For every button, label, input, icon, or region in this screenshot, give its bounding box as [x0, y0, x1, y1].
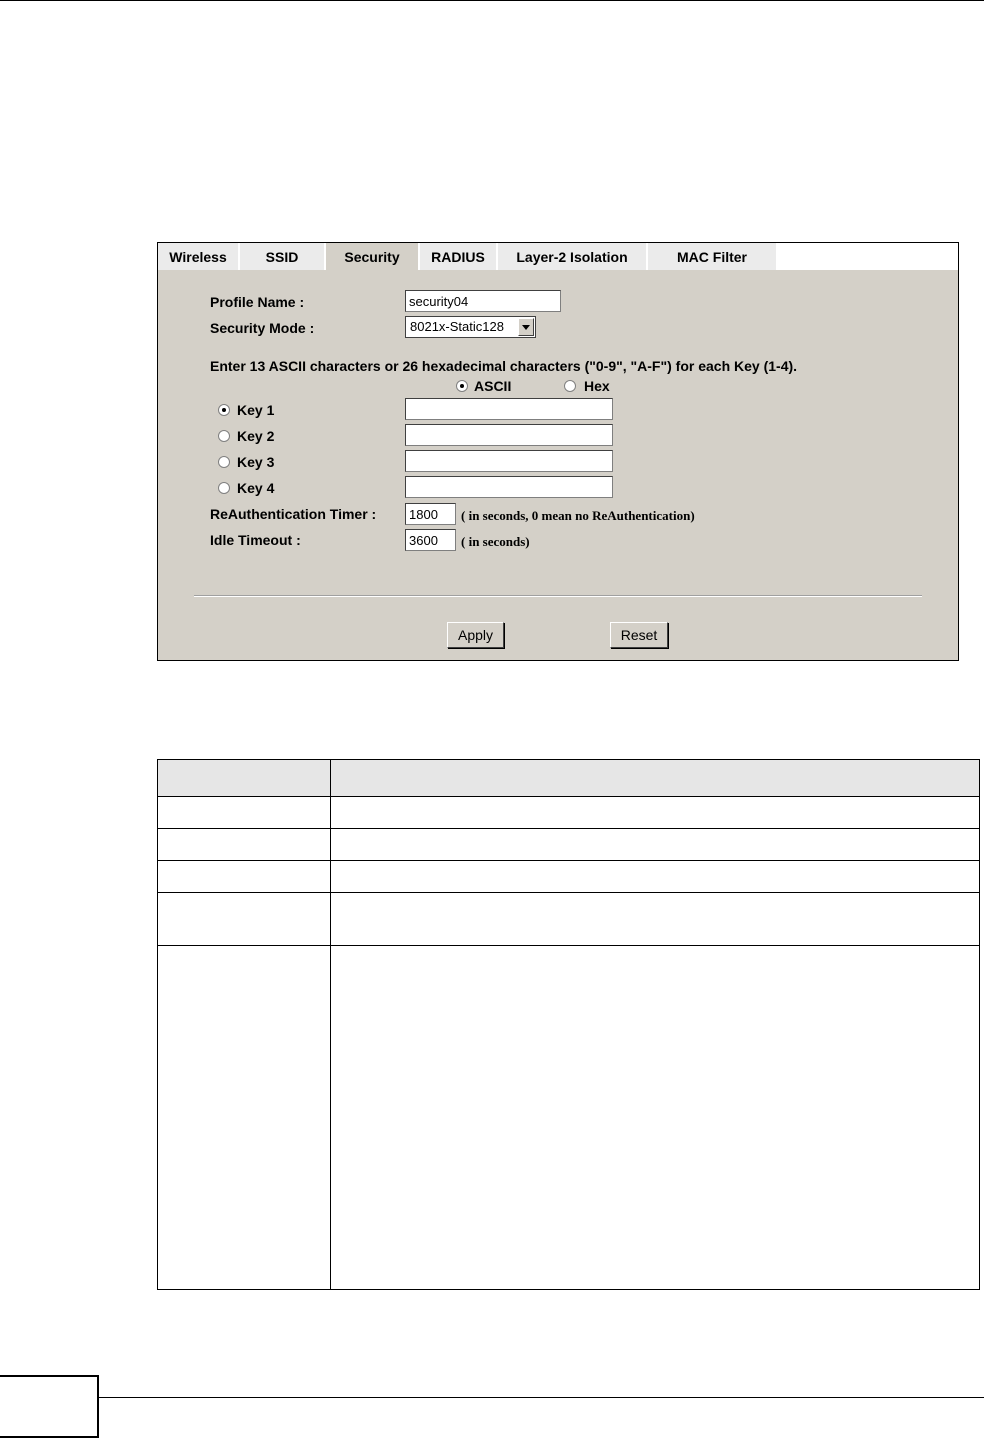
profile-name-input[interactable]: [405, 290, 561, 312]
page-number-box: [0, 1375, 99, 1438]
reauth-timer-input[interactable]: [405, 503, 456, 525]
table-header-description: [331, 760, 980, 797]
table-row: [158, 829, 980, 861]
key-1-radio[interactable]: [218, 404, 230, 416]
key-4-label: Key 4: [237, 480, 275, 496]
table-cell-label: [158, 797, 331, 829]
profile-name-label: Profile Name :: [210, 294, 305, 310]
table-header-label: [158, 760, 331, 797]
key-1-label: Key 1: [237, 402, 275, 418]
tab-bar: [158, 243, 958, 270]
security-settings-panel: [157, 242, 959, 661]
apply-button[interactable]: Apply: [447, 622, 504, 648]
table-row: [158, 861, 980, 893]
table-cell-label: [158, 893, 331, 946]
table-cell-description: [331, 946, 980, 1290]
reauth-timer-note: ( in seconds, 0 mean no ReAuthentication): [461, 508, 695, 523]
table-row: [158, 946, 980, 1290]
idle-timeout-note: ( in seconds): [461, 534, 530, 549]
footer-rule: [99, 1397, 984, 1398]
field-description-table: [157, 759, 980, 1290]
key-instruction-text: Enter 13 ASCII characters or 26 hexadecimal characters ("0-9", "A-F") for each Key (1-4).: [210, 358, 798, 374]
key-1-input[interactable]: [405, 398, 613, 420]
table-cell-description: [331, 893, 980, 946]
key-4-input[interactable]: [405, 476, 613, 498]
form-divider: [194, 595, 922, 597]
chevron-down-icon[interactable]: [518, 318, 534, 336]
hex-label: Hex: [584, 378, 610, 394]
table-cell-description: [331, 829, 980, 861]
ascii-label: ASCII: [474, 378, 512, 394]
key-2-radio[interactable]: [218, 430, 230, 442]
reauth-timer-label: ReAuthentication Timer :: [210, 506, 377, 522]
table-cell-label: [158, 946, 331, 1290]
tab-layer-2-isolation[interactable]: Layer-2 Isolation: [498, 243, 648, 270]
tab-wireless[interactable]: Wireless: [158, 243, 240, 270]
idle-timeout-label: Idle Timeout :: [210, 532, 301, 548]
key-2-input[interactable]: [405, 424, 613, 446]
page-top-rule: [0, 0, 984, 1]
table-cell-description: [331, 797, 980, 829]
security-mode-label: Security Mode :: [210, 320, 315, 336]
table-cell-label: [158, 829, 331, 861]
key-2-label: Key 2: [237, 428, 275, 444]
security-mode-value: 8021x-Static128: [410, 319, 504, 334]
tab-radius[interactable]: RADIUS: [420, 243, 498, 270]
tab-ssid[interactable]: SSID: [240, 243, 326, 270]
table-row: [158, 893, 980, 946]
reset-button[interactable]: Reset: [610, 622, 668, 648]
tab-mac-filter[interactable]: MAC Filter: [648, 243, 778, 270]
key-3-label: Key 3: [237, 454, 275, 470]
key-3-radio[interactable]: [218, 456, 230, 468]
table-row: [158, 797, 980, 829]
table-cell-description: [331, 861, 980, 893]
table-cell-label: [158, 861, 331, 893]
ascii-radio[interactable]: [456, 380, 468, 392]
key-3-input[interactable]: [405, 450, 613, 472]
security-mode-select[interactable]: [405, 316, 536, 338]
key-4-radio[interactable]: [218, 482, 230, 494]
hex-radio[interactable]: [564, 380, 576, 392]
tab-security[interactable]: Security: [326, 243, 420, 270]
idle-timeout-input[interactable]: [405, 529, 456, 551]
table-header-row: [158, 760, 980, 797]
